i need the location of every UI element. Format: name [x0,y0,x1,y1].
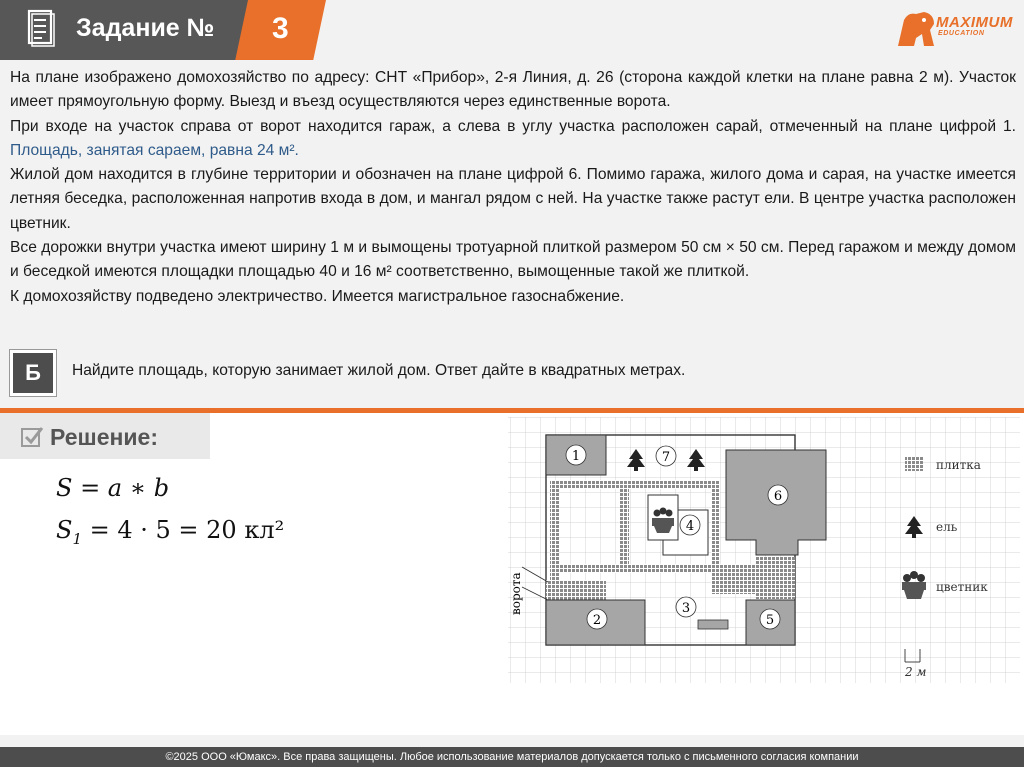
legend-tile-label: плитка [936,458,981,472]
header [0,0,1024,60]
legend-tile-swatch [905,457,923,471]
logo-text: MAXIMUM [936,14,1013,31]
site-plan [508,417,1020,683]
problem-paragraph-3: Жилой дом находится в глубине территории и обозначен на плане цифрой 6. Помимо гаража, жилого дома и сарая, на участке имеется летняя беседка, расположенная напротив входа в дом, и мангал рядом с ней. На участке также растут ели. В центре участка расположен цветник. [10,166,1016,232]
plan-label-3: 3 [681,601,691,616]
plan-label-5: 5 [765,613,775,628]
scale-label: 2 м [905,665,927,679]
maximum-logo [894,8,1019,50]
plan-label-6: 6 [773,489,783,504]
calc-subscript: 1 [72,529,82,548]
plan-label-2: 2 [592,613,602,628]
problem-paragraph-5: К домохозяйству подведено электричество. Имеется магистральное газоснабжение. [10,287,625,305]
area-formula: S = a ∗ b [56,474,170,502]
problem-paragraph-4: Все дорожки внутри участка имеют ширину 1 м и вымощены тротуарной плиткой размером 50 см × 50 см. Перед гаражом и между домом и беседкой имеются площадки площадью 40 и 16 м² соответственно, вымощенные такой же плиткой. [10,239,1016,281]
task-number: 3 [272,12,289,45]
question-letter-badge: Б [10,350,56,396]
legend-tree-label: ель [936,520,958,534]
problem-paragraph-2 [10,115,1016,164]
shed-area-note: Площадь, занятая сараем, равна 24 м². [10,141,299,159]
house-6 [726,450,826,555]
gate-label: ворота [509,572,523,615]
bathhouse-5 [746,600,795,645]
problem-paragraph-1: На плане изображено домохозяйство по адресу: СНТ «Прибор», 2-я Линия, д. 26 (сторона каждой клетки на плане равна 2 м). Участок имеет прямоугольную форму. Выезд и въезд осуществляются через единственные ворота. [10,69,1016,111]
calc-lhs: S [56,516,73,544]
logo-mark-icon [894,8,938,50]
logo-subtext: EDUCATION [938,30,985,37]
checkbox-check-icon [20,425,44,449]
area-calculation [56,516,284,548]
plan-label-4: 4 [685,519,695,534]
task-title: Задание № [76,14,215,42]
document-icon [26,8,56,48]
legend-flowerbed-label: цветник [936,580,988,594]
question-text: Найдите площадь, которую занимает жилой дом. Ответ дайте в квадратных метрах. [72,362,686,379]
footer: ©2025 ООО «Юмакс». Все права защищены. Любое использование материалов допускается только с письменного согласия компании [0,747,1024,767]
solution-title: Решение: [50,424,159,450]
garage-2 [546,600,645,645]
shed-1 [546,435,606,475]
plan-label-1: 1 [571,449,581,464]
problem-text [10,66,1016,309]
calc-rhs: = 4 · 5 = 20 кл² [82,516,285,544]
problem-paragraph-2-main: При входе на участок справа от ворот находится гараж, а слева в углу участка расположен сарай, отмеченный на плане цифрой 1. [10,117,1016,135]
plan-label-7: 7 [661,450,671,465]
